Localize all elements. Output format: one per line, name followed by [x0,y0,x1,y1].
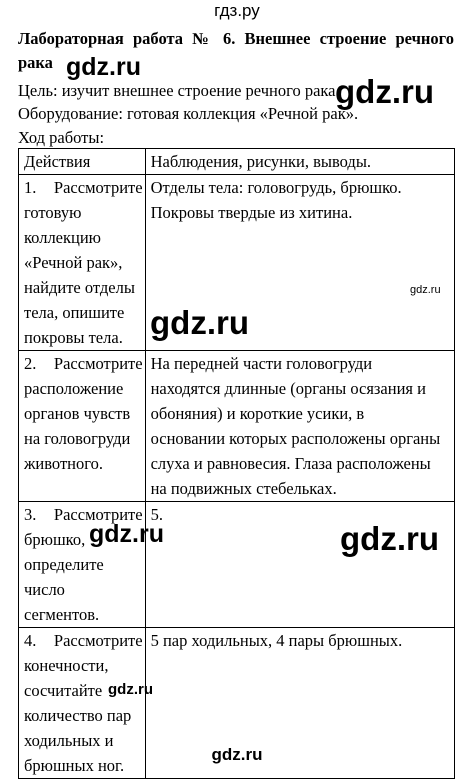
action-line: коллекцию [24,228,102,247]
step-verb: Рассмотрите [53,354,143,373]
action-line: расположение [24,379,124,398]
action-first-line [24,175,143,200]
table-header-row [19,149,455,175]
result-line: На передней части головогруди [150,354,373,373]
action-line: брюшных ног. [24,756,125,775]
action-line: количество пар [24,706,132,725]
action-line: на головогруди [24,429,131,448]
action-line: ходильных и [24,731,114,750]
result-line: основании которых расположены органы [150,429,441,448]
step-verb: Рассмотрите [53,631,143,650]
result-line: обоняния) и короткие усики, в [150,404,365,423]
watermark-footer: gdz.ru [211,745,263,764]
watermark: gdz.ru [340,520,439,557]
step-number: 3. [24,505,37,524]
action-line: найдите отделы [24,278,135,297]
page-title-line-1: Лабораторная работа № 6. Внешнее строение речного [18,29,454,48]
step-verb: Рассмотрите [53,505,143,524]
step-number: 4. [24,631,37,650]
action-first-line [24,351,143,376]
result-cell [145,351,454,502]
action-line: определите число [24,555,104,599]
action-line: сосчитайте [24,681,103,700]
watermark: gdz.ru [335,73,434,110]
result-line: находятся длинные (органы осязания и [150,379,426,398]
result-line: слуха и равновесия. Глаза расположены [150,454,431,473]
site-header: гдз.ру [214,1,260,20]
page-title-line-2: рака [18,53,53,72]
action-line: органов чувств [24,404,131,423]
equipment-text: Оборудование: готовая коллекция «Речной рак». [18,104,359,123]
action-line: готовую [24,203,82,222]
action-line: сегментов. [24,605,100,624]
action-line: животного. [24,454,103,473]
result-line: 5. [150,505,163,524]
goal-text: Цель: изучит внешнее строение речного рака. [18,81,340,100]
action-line: брюшко, [24,530,86,549]
result-line: Покровы твердые из хитина. [150,203,353,222]
watermark: gdz.ru [66,53,141,81]
watermark: gdz.ru [410,284,441,296]
result-line: на подвижных стебельках. [150,479,337,498]
action-line: конечности, [24,656,109,675]
progress-heading: Ход работы: [18,128,105,147]
result-line: Отделы тела: головогрудь, брюшко. [150,178,402,197]
action-first-line [24,628,143,653]
lab-table [18,148,455,779]
action-line: тела, опишите [24,303,125,322]
table-header-observations: Наблюдения, рисунки, выводы. [145,149,454,175]
result-line: 5 пар ходильных, 4 пары брюшных. [150,631,403,650]
action-line: покровы тела. [24,328,123,347]
action-cell [19,175,146,351]
watermark: gdz.ru [89,520,164,548]
action-cell [19,351,146,502]
action-line: «Речной рак», [24,253,123,272]
watermark: gdz.ru [150,304,249,341]
step-number: 1. [24,178,37,197]
step-verb: Рассмотрите [53,178,143,197]
watermark: gdz.ru [108,681,153,698]
step-number: 2. [24,354,37,373]
table-header-actions: Действия [19,149,146,175]
table-row [19,351,455,502]
